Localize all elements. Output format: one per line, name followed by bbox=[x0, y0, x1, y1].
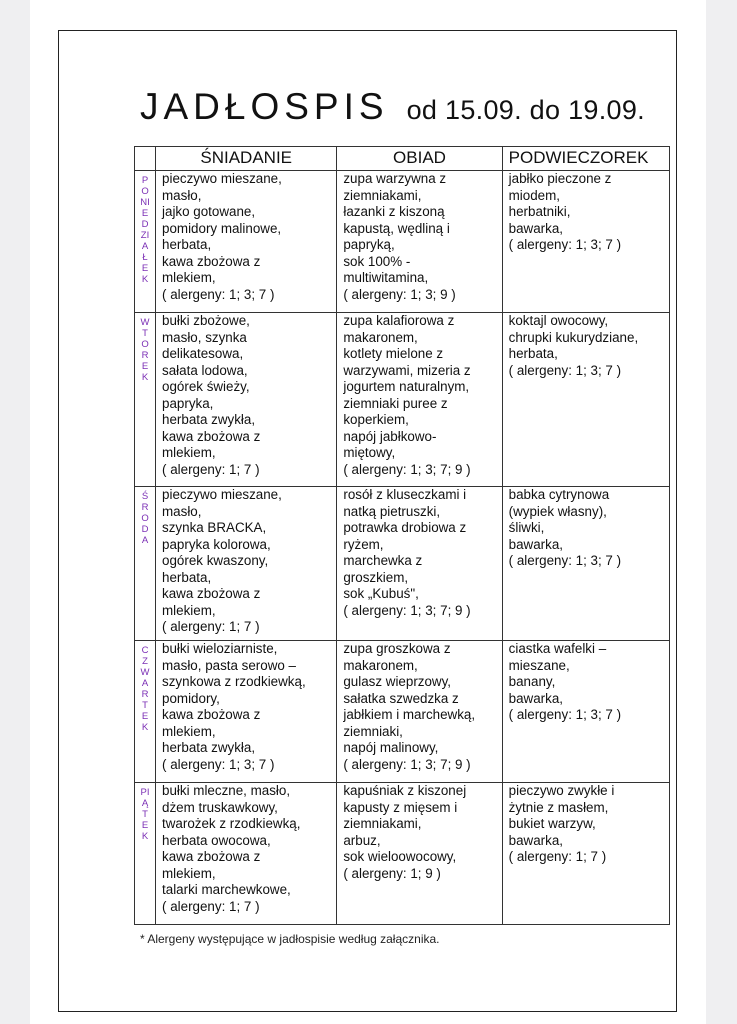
day-label: WTOREK bbox=[140, 317, 150, 383]
obiad-cell bbox=[337, 487, 502, 641]
menu-item-line: ( alergeny: 1; 7 ) bbox=[162, 619, 260, 634]
podwieczorek-cell bbox=[502, 171, 669, 313]
menu-item-line: łazanki z kiszoną bbox=[343, 204, 445, 219]
menu-item-line: herbata, bbox=[162, 237, 212, 252]
menu-item-line: groszkiem, bbox=[343, 569, 409, 585]
sniadanie-cell bbox=[156, 783, 337, 925]
menu-item-line: mlekiem, bbox=[162, 445, 216, 460]
obiad-cell bbox=[337, 641, 502, 783]
menu-item-line: ( alergeny: 1; 7 ) bbox=[162, 898, 260, 914]
menu-item-line: (wypiek własny), bbox=[508, 503, 607, 519]
sniadanie-cell bbox=[156, 641, 337, 783]
allergen-footnote: * Alergeny występujące w jadłospisie według załącznika. bbox=[140, 932, 440, 946]
day-row bbox=[135, 171, 670, 313]
menu-item-line: kawa zbożowa z bbox=[162, 428, 261, 444]
menu-item-line: ( alergeny: 1; 3; 7; 9 ) bbox=[343, 602, 471, 618]
menu-item-line: żytnie z masłem, bbox=[508, 799, 609, 815]
menu-item-line: ogórek świeży, bbox=[162, 379, 250, 394]
day-label: PIĄTEK bbox=[140, 787, 150, 842]
menu-item-line: zupa warzywna z bbox=[343, 171, 447, 186]
menu-item-line: bukiet warzyw, bbox=[508, 816, 596, 831]
menu-item-line: herbata, bbox=[508, 346, 558, 361]
menu-item-line: herbata zwykła, bbox=[162, 740, 256, 755]
menu-item-line: ( alergeny: 1; 3; 7 ) bbox=[508, 237, 622, 252]
menu-item-line: arbuz, bbox=[343, 832, 381, 848]
menu-item-line: kawa zbożowa z bbox=[162, 849, 261, 864]
menu-item-line: mlekiem, bbox=[162, 270, 216, 285]
menu-item-line: ( alergeny: 1; 7 ) bbox=[162, 461, 260, 477]
menu-item-line: bawarka, bbox=[508, 690, 563, 706]
menu-item-line: miodem, bbox=[508, 187, 561, 203]
column-header-obiad: OBIAD bbox=[337, 147, 502, 171]
menu-item-line: sałatka szwedzka z bbox=[343, 690, 459, 706]
menu-item-line: ziemniaki, bbox=[343, 723, 403, 739]
menu-item-line: gulasz wieprzowy, bbox=[343, 674, 452, 689]
menu-table bbox=[134, 146, 670, 925]
sniadanie-cell bbox=[156, 171, 337, 313]
header-row bbox=[135, 147, 670, 171]
obiad-cell bbox=[337, 171, 502, 313]
day-label-cell bbox=[135, 783, 156, 925]
menu-item-line: ( alergeny: 1; 3; 7 ) bbox=[508, 362, 622, 378]
sniadanie-cell bbox=[156, 313, 337, 487]
podwieczorek-cell bbox=[502, 313, 669, 487]
menu-item-line: masło, bbox=[162, 503, 202, 519]
menu-item-line: pieczywo mieszane, bbox=[162, 487, 282, 502]
menu-item-line: sok „Kubuś", bbox=[343, 586, 419, 601]
menu-item-line: ( alergeny: 1; 3; 7 ) bbox=[162, 756, 275, 772]
menu-item-line: koperkiem, bbox=[343, 412, 409, 427]
day-label-cell bbox=[135, 171, 156, 313]
menu-item-line: śliwki, bbox=[508, 520, 545, 535]
day-label-cell bbox=[135, 487, 156, 641]
column-header-sniadanie: ŚNIADANIE bbox=[156, 147, 337, 171]
day-row bbox=[135, 641, 670, 783]
menu-item-line: sałata lodowa, bbox=[162, 362, 248, 378]
menu-item-line: pieczywo zwykłe i bbox=[508, 783, 615, 798]
menu-item-line: chrupki kukurydziane, bbox=[508, 329, 639, 345]
menu-item-line: bawarka, bbox=[508, 536, 563, 552]
podwieczorek-cell bbox=[502, 487, 669, 641]
day-row bbox=[135, 487, 670, 641]
menu-item-line: herbata owocowa, bbox=[162, 832, 271, 848]
menu-item-line: ryżem, bbox=[343, 536, 384, 552]
menu-item-line: sok wieloowocowy, bbox=[343, 849, 457, 864]
menu-item-line: miętowy, bbox=[343, 445, 396, 460]
day-label-cell bbox=[135, 641, 156, 783]
menu-item-line: babka cytrynowa bbox=[508, 487, 610, 502]
menu-item-line: pomidory malinowe, bbox=[162, 220, 282, 236]
menu-item-line: ( alergeny: 1; 3; 7; 9 ) bbox=[343, 756, 471, 772]
menu-item-line: talarki marchewkowe, bbox=[162, 882, 291, 897]
menu-item-line: mlekiem, bbox=[162, 602, 216, 618]
menu-item-line: dżem truskawkowy, bbox=[162, 799, 278, 815]
menu-item-line: multiwitamina, bbox=[343, 270, 429, 285]
menu-item-line: ( alergeny: 1; 3; 9 ) bbox=[343, 286, 456, 302]
column-header-podwieczorek: PODWIECZOREK bbox=[502, 147, 669, 171]
menu-item-line: kawa zbożowa z bbox=[162, 707, 261, 722]
menu-item-line: natką pietruszki, bbox=[343, 503, 441, 519]
menu-item-line: masło, bbox=[162, 187, 202, 203]
day-label: CZWARTEK bbox=[140, 645, 150, 733]
menu-item-line: warzywami, mizeria z bbox=[343, 362, 471, 378]
menu-item-line: makaronem, bbox=[343, 329, 418, 345]
menu-item-line: kapusty z mięsem i bbox=[343, 799, 458, 815]
menu-item-line: papryka kolorowa, bbox=[162, 536, 271, 552]
menu-item-line: bawarka, bbox=[508, 832, 563, 848]
menu-item-line: zupa groszkowa z bbox=[343, 641, 451, 656]
menu-item-line: rosół z kluseczkami i bbox=[343, 487, 467, 502]
menu-item-line: ( alergeny: 1; 3; 7 ) bbox=[508, 707, 622, 722]
menu-item-line: kawa zbożowa z bbox=[162, 253, 261, 269]
menu-item-line: mlekiem, bbox=[162, 723, 216, 739]
day-row bbox=[135, 313, 670, 487]
menu-item-line: ( alergeny: 1; 3; 7 ) bbox=[162, 286, 275, 302]
menu-item-line: kotlety mielone z bbox=[343, 346, 444, 361]
menu-item-line: szynkowa z rzodkiewką, bbox=[162, 674, 306, 689]
day-row bbox=[135, 783, 670, 925]
menu-item-line: kapustą, wędliną i bbox=[343, 220, 450, 236]
menu-item-line: napój jabłkowo- bbox=[343, 428, 437, 444]
menu-item-line: jabłko pieczone z bbox=[508, 171, 612, 186]
menu-item-line: ( alergeny: 1; 7 ) bbox=[508, 849, 607, 864]
menu-item-line: ( alergeny: 1; 9 ) bbox=[343, 865, 441, 881]
menu-item-line: herbata zwykła, bbox=[162, 412, 256, 427]
menu-item-line: ( alergeny: 1; 3; 7; 9 ) bbox=[343, 461, 471, 477]
menu-item-line: pomidory, bbox=[162, 690, 220, 706]
sniadanie-cell bbox=[156, 487, 337, 641]
menu-item-line: szynka BRACKA, bbox=[162, 520, 267, 535]
menu-item-line: ( alergeny: 1; 3; 7 ) bbox=[508, 553, 622, 568]
obiad-cell bbox=[337, 313, 502, 487]
day-label-cell bbox=[135, 313, 156, 487]
menu-item-line: ogórek kwaszony, bbox=[162, 553, 269, 568]
menu-item-line: makaronem, bbox=[343, 657, 418, 673]
menu-item-line: banany, bbox=[508, 674, 556, 689]
menu-item-line: delikatesowa, bbox=[162, 346, 244, 361]
podwieczorek-cell bbox=[502, 783, 669, 925]
menu-item-line: kapuśniak z kiszonej bbox=[343, 783, 467, 798]
podwieczorek-cell bbox=[502, 641, 669, 783]
menu-item-line: sok 100% - bbox=[343, 253, 411, 269]
day-label: ŚRODA bbox=[141, 491, 149, 546]
menu-item-line: bawarka, bbox=[508, 220, 563, 236]
date-range: od 15.09. do 19.09. bbox=[406, 95, 645, 125]
menu-item-line: twarożek z rzodkiewką, bbox=[162, 816, 301, 831]
menu-item-line: mieszane, bbox=[508, 657, 570, 673]
menu-item-line: koktajl owocowy, bbox=[508, 313, 609, 328]
menu-item-line: mlekiem, bbox=[162, 865, 216, 881]
menu-item-line: potrawka drobiowa z bbox=[343, 520, 467, 535]
menu-item-line: jabłkiem i marchewką, bbox=[343, 707, 476, 722]
day-label: PONIEDZIAŁEK bbox=[140, 175, 150, 285]
menu-item-line: herbatniki, bbox=[508, 204, 571, 219]
menu-item-line: masło, szynka bbox=[162, 329, 247, 345]
menu-item-line: marchewka z bbox=[343, 553, 423, 568]
menu-title bbox=[140, 86, 700, 136]
menu-item-line: papryka, bbox=[162, 395, 214, 411]
menu-item-line: ziemniakami, bbox=[343, 187, 422, 203]
menu-item-line: papryką, bbox=[343, 237, 395, 252]
title-text: JADŁOSPIS bbox=[140, 86, 389, 127]
menu-item-line: ciastka wafelki – bbox=[508, 641, 607, 656]
menu-item-line: bułki zbożowe, bbox=[162, 313, 250, 328]
menu-item-line: zupa kalafiorowa z bbox=[343, 313, 455, 328]
menu-item-line: pieczywo mieszane, bbox=[162, 171, 282, 186]
menu-item-line: masło, pasta serowo – bbox=[162, 657, 297, 673]
menu-item-line: jajko gotowane, bbox=[162, 204, 256, 219]
menu-item-line: herbata, bbox=[162, 569, 212, 585]
menu-item-line: napój malinowy, bbox=[343, 740, 439, 755]
obiad-cell bbox=[337, 783, 502, 925]
menu-item-line: bułki mleczne, masło, bbox=[162, 783, 291, 798]
document-page bbox=[30, 0, 706, 1024]
corner-cell bbox=[135, 147, 156, 171]
menu-item-line: ziemniakami, bbox=[343, 816, 422, 831]
menu-item-line: bułki wieloziarniste, bbox=[162, 641, 278, 656]
menu-item-line: jogurtem naturalnym, bbox=[343, 379, 470, 394]
menu-item-line: ziemniaki puree z bbox=[343, 395, 448, 411]
menu-item-line: kawa zbożowa z bbox=[162, 586, 261, 601]
